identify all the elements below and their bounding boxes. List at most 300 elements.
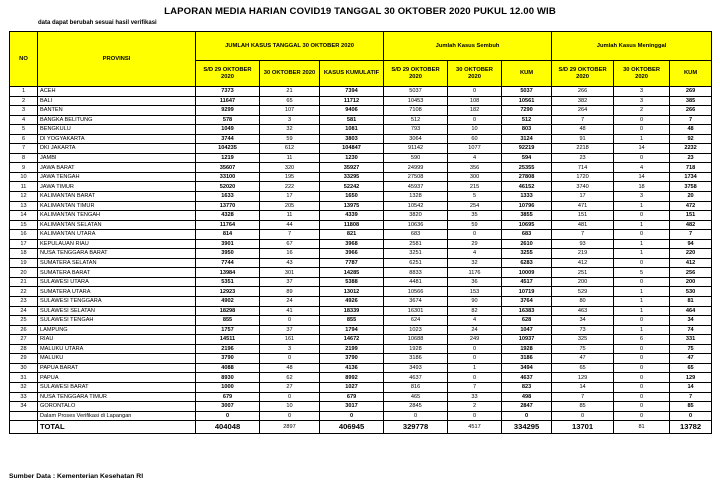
- kasus-sd: 2196: [196, 344, 260, 354]
- table-row: [10, 192, 712, 202]
- meninggal-kum: 269: [670, 87, 712, 97]
- header-provinsi: PROVINSI: [38, 32, 196, 87]
- sembuh-sd: 793: [384, 125, 448, 135]
- meninggal-sd: 151: [552, 211, 614, 221]
- sembuh-today: 182: [448, 106, 502, 116]
- sembuh-today: 1176: [448, 268, 502, 278]
- meninggal-sd: 34: [552, 316, 614, 326]
- kasus-today: 301: [260, 268, 320, 278]
- kasus-sd: 3950: [196, 249, 260, 259]
- meninggal-today: 3: [614, 87, 670, 97]
- sembuh-sd: 816: [384, 382, 448, 392]
- table-row: [10, 153, 712, 163]
- total-meninggal-today: 81: [614, 421, 670, 434]
- kasus-sd: 1219: [196, 153, 260, 163]
- covid-report-table: [9, 31, 712, 434]
- meninggal-sd: 47: [552, 354, 614, 364]
- province-name: PAPUA BARAT: [38, 363, 196, 373]
- table-row: [10, 325, 712, 335]
- kasus-kum: 581: [320, 115, 384, 125]
- sembuh-today: 1: [448, 363, 502, 373]
- table-row: [10, 411, 712, 421]
- kasus-kum: 35927: [320, 163, 384, 173]
- sembuh-sd: 10566: [384, 287, 448, 297]
- meninggal-sd: 75: [552, 344, 614, 354]
- meninggal-sd: 219: [552, 249, 614, 259]
- kasus-kum: 3790: [320, 354, 384, 364]
- sembuh-kum: 0: [502, 411, 552, 421]
- sembuh-today: 33: [448, 392, 502, 402]
- province-name: KALIMANTAN TENGAH: [38, 211, 196, 221]
- meninggal-sd: 73: [552, 325, 614, 335]
- sembuh-today: 5: [448, 192, 502, 202]
- province-name: DI YOGYAKARTA: [38, 134, 196, 144]
- sembuh-sd: 2845: [384, 402, 448, 412]
- sembuh-sd: 512: [384, 115, 448, 125]
- sembuh-kum: 10695: [502, 220, 552, 230]
- total-kasus-sd: 404048: [196, 421, 260, 434]
- meninggal-today: 4: [614, 163, 670, 173]
- sembuh-kum: 10561: [502, 96, 552, 106]
- kasus-today: 11: [260, 153, 320, 163]
- meninggal-today: 0: [614, 382, 670, 392]
- meninggal-kum: 65: [670, 363, 712, 373]
- sembuh-today: 10: [448, 125, 502, 135]
- kasus-sd: 1633: [196, 192, 260, 202]
- sembuh-today: 254: [448, 201, 502, 211]
- meninggal-today: 5: [614, 268, 670, 278]
- kasus-today: 16: [260, 249, 320, 259]
- sembuh-sd: 465: [384, 392, 448, 402]
- province-name: SULAWESI TENGAH: [38, 316, 196, 326]
- sembuh-sd: 3674: [384, 297, 448, 307]
- kasus-sd: 1049: [196, 125, 260, 135]
- kasus-kum: 1650: [320, 192, 384, 202]
- province-name: SUMATERA UTARA: [38, 287, 196, 297]
- table-row: [10, 115, 712, 125]
- kasus-kum: 3966: [320, 249, 384, 259]
- report-subtitle: data dapat berubah sesuai hasil verifikasi: [38, 20, 157, 26]
- header-no: NO: [10, 32, 38, 87]
- sembuh-today: 0: [448, 411, 502, 421]
- table-row: [10, 144, 712, 154]
- total-meninggal-sd: 13701: [552, 421, 614, 434]
- kasus-today: 161: [260, 335, 320, 345]
- row-no: 18: [10, 249, 38, 259]
- meninggal-today: 14: [614, 172, 670, 182]
- meninggal-sd: 325: [552, 335, 614, 345]
- meninggal-kum: 530: [670, 287, 712, 297]
- data-source-note: Sumber Data : Kementerian Kesehatan RI: [9, 473, 144, 480]
- meninggal-kum: 48: [670, 125, 712, 135]
- meninggal-today: 1: [614, 287, 670, 297]
- meninggal-kum: 2232: [670, 144, 712, 154]
- table-row: [10, 182, 712, 192]
- table-row: [10, 211, 712, 221]
- meninggal-sd: 481: [552, 220, 614, 230]
- kasus-kum: 14672: [320, 335, 384, 345]
- province-name: JAWA BARAT: [38, 163, 196, 173]
- sembuh-kum: 3124: [502, 134, 552, 144]
- province-name: ACEH: [38, 87, 196, 97]
- row-no: 1: [10, 87, 38, 97]
- kasus-kum: 7787: [320, 258, 384, 268]
- sembuh-kum: 3494: [502, 363, 552, 373]
- sembuh-kum: 7290: [502, 106, 552, 116]
- kasus-kum: 0: [320, 411, 384, 421]
- sembuh-today: 153: [448, 287, 502, 297]
- sembuh-kum: 2610: [502, 239, 552, 249]
- header-kasus-today: 30 OKTOBER 2020: [260, 61, 320, 87]
- sembuh-kum: 628: [502, 316, 552, 326]
- meninggal-today: 0: [614, 258, 670, 268]
- sembuh-today: 90: [448, 297, 502, 307]
- meninggal-today: 0: [614, 316, 670, 326]
- meninggal-today: 14: [614, 144, 670, 154]
- kasus-today: 59: [260, 134, 320, 144]
- row-no: 23: [10, 297, 38, 307]
- kasus-sd: 3007: [196, 402, 260, 412]
- meninggal-kum: 151: [670, 211, 712, 221]
- meninggal-kum: 266: [670, 106, 712, 116]
- meninggal-kum: 7: [670, 392, 712, 402]
- meninggal-today: 1: [614, 297, 670, 307]
- row-no: 22: [10, 287, 38, 297]
- sembuh-today: 32: [448, 258, 502, 268]
- sembuh-today: 82: [448, 306, 502, 316]
- kasus-sd: 855: [196, 316, 260, 326]
- table-body: [10, 87, 712, 421]
- table-row: [10, 268, 712, 278]
- sembuh-sd: 8833: [384, 268, 448, 278]
- meninggal-sd: 7: [552, 115, 614, 125]
- meninggal-sd: 251: [552, 268, 614, 278]
- row-no: 4: [10, 115, 38, 125]
- sembuh-today: 249: [448, 335, 502, 345]
- table-row: [10, 172, 712, 182]
- kasus-sd: 9299: [196, 106, 260, 116]
- kasus-today: 0: [260, 354, 320, 364]
- kasus-sd: 35607: [196, 163, 260, 173]
- table-row: [10, 402, 712, 412]
- row-no: 8: [10, 153, 38, 163]
- meninggal-kum: 92: [670, 134, 712, 144]
- sembuh-kum: 4637: [502, 373, 552, 383]
- kasus-kum: 855: [320, 316, 384, 326]
- sembuh-today: 4: [448, 249, 502, 259]
- table-row: [10, 163, 712, 173]
- meninggal-today: 1: [614, 134, 670, 144]
- kasus-today: 48: [260, 363, 320, 373]
- kasus-sd: 13984: [196, 268, 260, 278]
- sembuh-kum: 10719: [502, 287, 552, 297]
- sembuh-sd: 1328: [384, 192, 448, 202]
- table-row: [10, 392, 712, 402]
- kasus-sd: 13770: [196, 201, 260, 211]
- meninggal-sd: 1720: [552, 172, 614, 182]
- kasus-sd: 11647: [196, 96, 260, 106]
- meninggal-sd: 7: [552, 230, 614, 240]
- meninggal-kum: 1734: [670, 172, 712, 182]
- kasus-today: 32: [260, 125, 320, 135]
- sembuh-today: 36: [448, 277, 502, 287]
- sembuh-sd: 10636: [384, 220, 448, 230]
- kasus-kum: 11808: [320, 220, 384, 230]
- kasus-sd: 3901: [196, 239, 260, 249]
- total-meninggal-kum: 13782: [670, 421, 712, 434]
- meninggal-sd: 412: [552, 258, 614, 268]
- row-no: 33: [10, 392, 38, 402]
- meninggal-sd: 2218: [552, 144, 614, 154]
- header-sembuh-today: 30 OKTOBER 2020: [448, 61, 502, 87]
- sembuh-sd: 3064: [384, 134, 448, 144]
- table-row: [10, 220, 712, 230]
- meninggal-today: 3: [614, 96, 670, 106]
- sembuh-sd: 4637: [384, 373, 448, 383]
- meninggal-kum: 14: [670, 382, 712, 392]
- header-meninggal-kum: KUM: [670, 61, 712, 87]
- meninggal-today: 2: [614, 106, 670, 116]
- table-row: [10, 297, 712, 307]
- kasus-sd: 4088: [196, 363, 260, 373]
- row-no: 19: [10, 258, 38, 268]
- kasus-kum: 1027: [320, 382, 384, 392]
- sembuh-kum: 512: [502, 115, 552, 125]
- province-name: SULAWESI TENGGARA: [38, 297, 196, 307]
- kasus-today: 41: [260, 306, 320, 316]
- province-name: NUSA TENGGARA BARAT: [38, 249, 196, 259]
- row-no: 16: [10, 230, 38, 240]
- row-no: 30: [10, 363, 38, 373]
- kasus-today: 17: [260, 192, 320, 202]
- sembuh-today: 356: [448, 163, 502, 173]
- row-no: [10, 411, 38, 421]
- kasus-kum: 104847: [320, 144, 384, 154]
- kasus-kum: 3017: [320, 402, 384, 412]
- total-row: [10, 421, 712, 434]
- row-no: 28: [10, 344, 38, 354]
- total-no: [10, 421, 38, 434]
- sembuh-sd: 10688: [384, 335, 448, 345]
- sembuh-kum: 683: [502, 230, 552, 240]
- meninggal-sd: 91: [552, 134, 614, 144]
- sembuh-sd: 10453: [384, 96, 448, 106]
- kasus-today: 10: [260, 402, 320, 412]
- kasus-kum: 14285: [320, 268, 384, 278]
- meninggal-kum: 482: [670, 220, 712, 230]
- province-name: KALIMANTAN SELATAN: [38, 220, 196, 230]
- meninggal-sd: 23: [552, 153, 614, 163]
- meninggal-sd: 463: [552, 306, 614, 316]
- sembuh-sd: 0: [384, 411, 448, 421]
- kasus-sd: 33100: [196, 172, 260, 182]
- kasus-today: 62: [260, 373, 320, 383]
- sembuh-sd: 4481: [384, 277, 448, 287]
- kasus-today: 3: [260, 115, 320, 125]
- kasus-kum: 7394: [320, 87, 384, 97]
- sembuh-today: 29: [448, 239, 502, 249]
- total-kasus-kum: 406945: [320, 421, 384, 434]
- header-group-sembuh: Jumlah Kasus Sembuh: [384, 32, 552, 61]
- meninggal-sd: 714: [552, 163, 614, 173]
- kasus-today: 612: [260, 144, 320, 154]
- sembuh-today: 0: [448, 115, 502, 125]
- province-name: PAPUA: [38, 373, 196, 383]
- kasus-today: 21: [260, 87, 320, 97]
- kasus-sd: 3744: [196, 134, 260, 144]
- kasus-sd: 8930: [196, 373, 260, 383]
- kasus-kum: 3803: [320, 134, 384, 144]
- kasus-sd: 18298: [196, 306, 260, 316]
- meninggal-kum: 200: [670, 277, 712, 287]
- province-name: BALI: [38, 96, 196, 106]
- sembuh-sd: 3820: [384, 211, 448, 221]
- meninggal-today: 18: [614, 182, 670, 192]
- sembuh-sd: 24999: [384, 163, 448, 173]
- sembuh-today: 0: [448, 344, 502, 354]
- meninggal-today: 0: [614, 411, 670, 421]
- kasus-today: 0: [260, 316, 320, 326]
- sembuh-kum: 2847: [502, 402, 552, 412]
- meninggal-kum: 94: [670, 239, 712, 249]
- row-no: 20: [10, 268, 38, 278]
- sembuh-kum: 4517: [502, 277, 552, 287]
- province-name: RIAU: [38, 335, 196, 345]
- table-row: [10, 258, 712, 268]
- kasus-sd: 679: [196, 392, 260, 402]
- kasus-kum: 33295: [320, 172, 384, 182]
- sembuh-kum: 10796: [502, 201, 552, 211]
- sembuh-today: 108: [448, 96, 502, 106]
- sembuh-kum: 823: [502, 382, 552, 392]
- province-name: GORONTALO: [38, 402, 196, 412]
- row-no: 7: [10, 144, 38, 154]
- sembuh-today: 35: [448, 211, 502, 221]
- sembuh-kum: 498: [502, 392, 552, 402]
- header-group-kasus: JUMLAH KASUS TANGGAL 30 OKTOBER 2020: [196, 32, 384, 61]
- kasus-today: 0: [260, 411, 320, 421]
- kasus-kum: 52242: [320, 182, 384, 192]
- meninggal-sd: 17: [552, 192, 614, 202]
- kasus-today: 37: [260, 325, 320, 335]
- row-no: 17: [10, 239, 38, 249]
- meninggal-sd: 65: [552, 363, 614, 373]
- meninggal-today: 0: [614, 153, 670, 163]
- province-name: JAWA TIMUR: [38, 182, 196, 192]
- sembuh-sd: 7108: [384, 106, 448, 116]
- province-name: SULAWESI SELATAN: [38, 306, 196, 316]
- row-no: 31: [10, 373, 38, 383]
- kasus-today: 67: [260, 239, 320, 249]
- kasus-kum: 11712: [320, 96, 384, 106]
- meninggal-sd: 264: [552, 106, 614, 116]
- kasus-sd: 1757: [196, 325, 260, 335]
- kasus-today: 320: [260, 163, 320, 173]
- row-no: 12: [10, 192, 38, 202]
- table-row: [10, 134, 712, 144]
- sembuh-today: 59: [448, 220, 502, 230]
- table-row: [10, 249, 712, 259]
- table-row: [10, 277, 712, 287]
- province-name: KALIMANTAN TIMUR: [38, 201, 196, 211]
- province-name: JAMBI: [38, 153, 196, 163]
- meninggal-sd: 200: [552, 277, 614, 287]
- province-name: SULAWESI UTARA: [38, 277, 196, 287]
- report-title: LAPORAN MEDIA HARIAN COVID19 TANGGAL 30 OKTOBER 2020 PUKUL 12.00 WIB: [164, 6, 556, 17]
- meninggal-today: 6: [614, 335, 670, 345]
- meninggal-kum: 472: [670, 201, 712, 211]
- sembuh-today: 60: [448, 134, 502, 144]
- kasus-today: 3: [260, 344, 320, 354]
- total-sembuh-kum: 334295: [502, 421, 552, 434]
- meninggal-kum: 331: [670, 335, 712, 345]
- meninggal-kum: 256: [670, 268, 712, 278]
- meninggal-kum: 464: [670, 306, 712, 316]
- sembuh-kum: 1047: [502, 325, 552, 335]
- kasus-kum: 9406: [320, 106, 384, 116]
- kasus-today: 107: [260, 106, 320, 116]
- table-row: [10, 230, 712, 240]
- meninggal-sd: 14: [552, 382, 614, 392]
- sembuh-kum: 1928: [502, 344, 552, 354]
- sembuh-kum: 25355: [502, 163, 552, 173]
- sembuh-today: 4: [448, 153, 502, 163]
- meninggal-sd: 3740: [552, 182, 614, 192]
- kasus-sd: 12923: [196, 287, 260, 297]
- province-name: JAWA TENGAH: [38, 172, 196, 182]
- kasus-kum: 13012: [320, 287, 384, 297]
- meninggal-today: 0: [614, 354, 670, 364]
- table-row: [10, 201, 712, 211]
- meninggal-sd: 529: [552, 287, 614, 297]
- row-no: 13: [10, 201, 38, 211]
- sembuh-today: 4: [448, 316, 502, 326]
- row-no: 25: [10, 316, 38, 326]
- kasus-kum: 1230: [320, 153, 384, 163]
- table-row: [10, 373, 712, 383]
- sembuh-today: 24: [448, 325, 502, 335]
- meninggal-sd: 80: [552, 297, 614, 307]
- meninggal-kum: 34: [670, 316, 712, 326]
- kasus-kum: 18339: [320, 306, 384, 316]
- sembuh-sd: 3186: [384, 354, 448, 364]
- meninggal-today: 1: [614, 249, 670, 259]
- meninggal-kum: 129: [670, 373, 712, 383]
- province-name: BANGKA BELITUNG: [38, 115, 196, 125]
- kasus-sd: 7373: [196, 87, 260, 97]
- province-name: SUMATERA SELATAN: [38, 258, 196, 268]
- row-no: 24: [10, 306, 38, 316]
- header-sembuh-kum: KUM: [502, 61, 552, 87]
- row-no: 32: [10, 382, 38, 392]
- meninggal-today: 1: [614, 239, 670, 249]
- meninggal-kum: 385: [670, 96, 712, 106]
- kasus-sd: 5351: [196, 277, 260, 287]
- province-name: SULAWESI BARAT: [38, 382, 196, 392]
- kasus-kum: 4136: [320, 363, 384, 373]
- meninggal-today: 0: [614, 211, 670, 221]
- meninggal-today: 1: [614, 325, 670, 335]
- table-row: [10, 125, 712, 135]
- sembuh-kum: 92219: [502, 144, 552, 154]
- row-no: 34: [10, 402, 38, 412]
- meninggal-today: 0: [614, 277, 670, 287]
- sembuh-sd: 6251: [384, 258, 448, 268]
- sembuh-kum: 5037: [502, 87, 552, 97]
- row-no: 9: [10, 163, 38, 173]
- province-name: MALUKU UTARA: [38, 344, 196, 354]
- province-name: KEPULAUAN RIAU: [38, 239, 196, 249]
